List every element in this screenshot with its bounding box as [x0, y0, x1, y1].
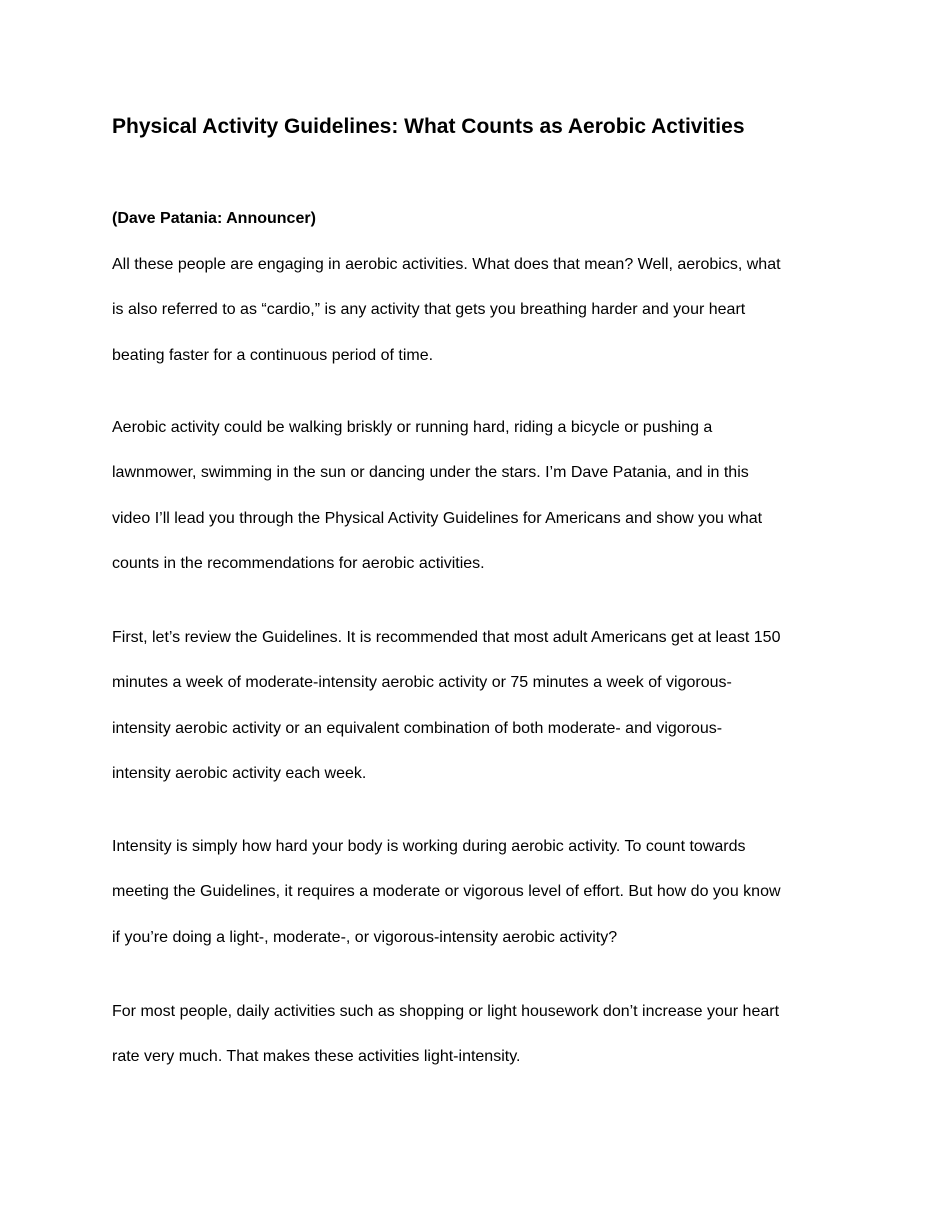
paragraph-line: beating faster for a continuous period of time.	[112, 346, 434, 364]
paragraph-3	[112, 626, 842, 808]
paragraph-line: First, let’s review the Guidelines. It is recommended that most adult Americans get at least 150	[112, 629, 781, 646]
paragraph-2	[112, 416, 842, 598]
paragraph-4	[112, 835, 842, 971]
document-title: Physical Activity Guidelines: What Counts as Aerobic Activities	[112, 115, 745, 138]
paragraph-line: All these people are engaging in aerobic activities. What does that mean? Well, aerobics, what	[112, 256, 781, 273]
paragraph-line: counts in the recommendations for aerobic activities.	[112, 555, 485, 573]
paragraph-line: is also referred to as “cardio,” is any activity that gets you breathing harder and your heart	[112, 301, 746, 319]
paragraph-line: meeting the Guidelines, it requires a moderate or vigorous level of effort. But how do you know	[112, 883, 781, 901]
paragraph-line: intensity aerobic activity each week.	[112, 765, 367, 783]
paragraph-1	[112, 253, 842, 389]
paragraph-line: rate very much. That makes these activities light-intensity.	[112, 1048, 521, 1066]
paragraph-line: lawnmower, swimming in the sun or dancing under the stars. I’m Dave Patania, and in this	[112, 464, 749, 482]
speaker-label: (Dave Patania: Announcer)	[112, 210, 316, 227]
paragraph-5	[112, 1000, 842, 1091]
paragraph-line: For most people, daily activities such as shopping or light housework don’t increase your heart	[112, 1003, 780, 1020]
paragraph-line: minutes a week of moderate-intensity aerobic activity or 75 minutes a week of vigorous-	[112, 674, 732, 692]
paragraph-line: Intensity is simply how hard your body is working during aerobic activity. To count towards	[112, 838, 746, 855]
paragraph-line: video I’ll lead you through the Physical Activity Guidelines for Americans and show you what	[112, 509, 763, 527]
paragraph-line: Aerobic activity could be walking briskly or running hard, riding a bicycle or pushing a	[112, 419, 713, 436]
paragraph-line: intensity aerobic activity or an equivalent combination of both moderate- and vigorous-	[112, 719, 723, 737]
paragraph-line: if you’re doing a light-, moderate-, or vigorous-intensity aerobic activity?	[112, 928, 618, 946]
